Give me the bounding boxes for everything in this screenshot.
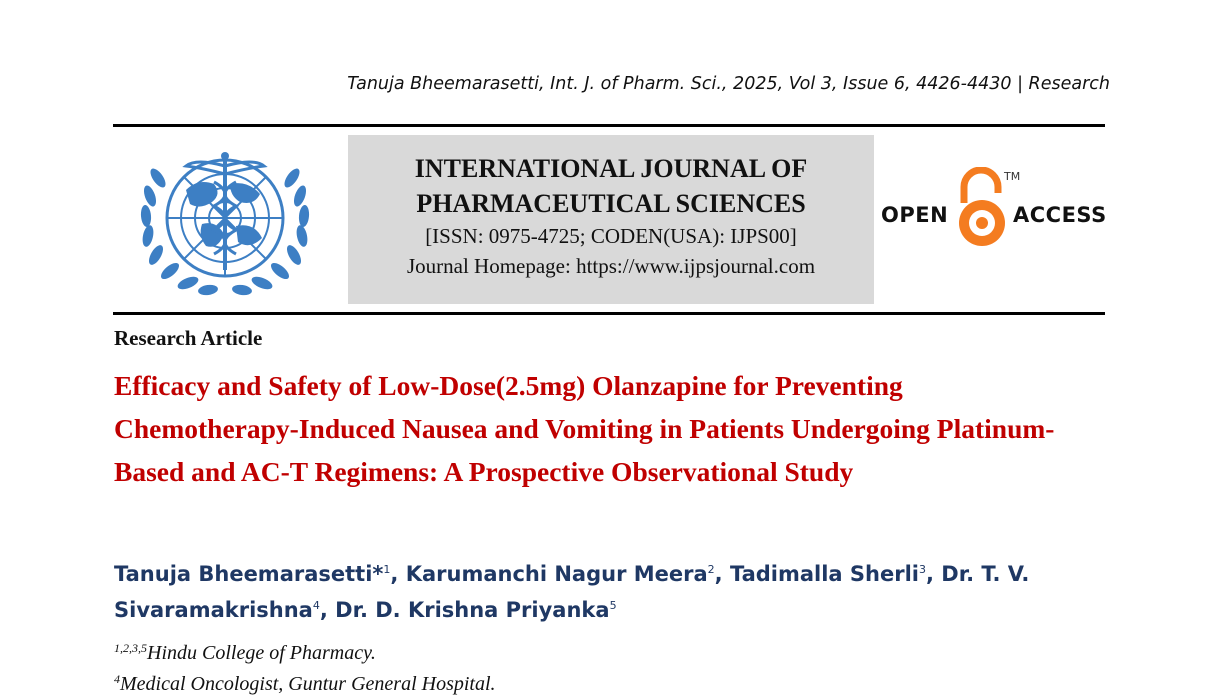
affiliation-mark: 1,2,3,5 bbox=[114, 641, 147, 655]
header-rule-bottom bbox=[113, 312, 1105, 315]
author-name: Dr. T. V. Sivaramakrishna bbox=[114, 562, 1030, 622]
author-separator: , bbox=[319, 598, 336, 622]
open-access-right-text: ACCESS bbox=[1013, 203, 1107, 227]
author-affiliation-mark: 4 bbox=[312, 599, 320, 612]
article-type: Research Article bbox=[114, 326, 263, 350]
journal-homepage: Journal Homepage: https://www.ijpsjournal.com bbox=[406, 254, 816, 278]
journal-name-line2: PHARMACEUTICAL SCIENCES bbox=[416, 189, 806, 218]
open-access-lock-icon bbox=[956, 167, 1008, 251]
journal-name-line1: INTERNATIONAL JOURNAL OF bbox=[414, 154, 808, 183]
header-rule-top bbox=[113, 124, 1105, 127]
open-access-left-text: OPEN bbox=[881, 203, 949, 227]
trademark-mark: TM bbox=[1004, 170, 1021, 183]
affiliation-text: Hindu College of Pharmacy. bbox=[147, 642, 376, 664]
affiliation-mark: 4 bbox=[114, 672, 120, 686]
author-affiliation-mark: 1 bbox=[383, 563, 391, 576]
author-affiliation-mark: 2 bbox=[707, 563, 715, 576]
journal-masthead bbox=[348, 135, 874, 304]
author-list bbox=[114, 554, 1104, 626]
author-affiliation-mark: 3 bbox=[918, 563, 926, 576]
author-name: Karumanchi Nagur Meera bbox=[405, 562, 708, 586]
author-name: Tanuja Bheemarasetti* bbox=[114, 562, 384, 586]
article-title: Efficacy and Safety of Low-Dose(2.5mg) Olanzapine for Preventing Chemotherapy-Induced Nausea and Vomiting in Patients Undergoing Platinum-Based and AC-T Regimens: A Prospective Observational Study bbox=[114, 370, 1055, 487]
running-head: Tanuja Bheemarasetti, Int. J. of Pharm. Sci., 2025, Vol 3, Issue 6, 4426-4430 | Research bbox=[347, 74, 1110, 94]
author-separator: , bbox=[390, 562, 406, 586]
affiliation-2 bbox=[114, 672, 496, 695]
author-separator: , bbox=[714, 562, 730, 586]
author-name: Tadimalla Sherli bbox=[729, 562, 919, 586]
author-affiliation-mark: 5 bbox=[609, 599, 617, 612]
affiliation-text: Medical Oncologist, Guntur General Hospital. bbox=[120, 673, 496, 695]
journal-issn: [ISSN: 0975-4725; CODEN(USA): IJPS00] bbox=[425, 224, 797, 248]
author-name: Dr. D. Krishna Priyanka bbox=[335, 598, 610, 622]
emblem-icon bbox=[126, 138, 324, 306]
author-separator: , bbox=[925, 562, 942, 586]
affiliation-1 bbox=[114, 641, 376, 665]
open-access-logo bbox=[880, 167, 1108, 251]
